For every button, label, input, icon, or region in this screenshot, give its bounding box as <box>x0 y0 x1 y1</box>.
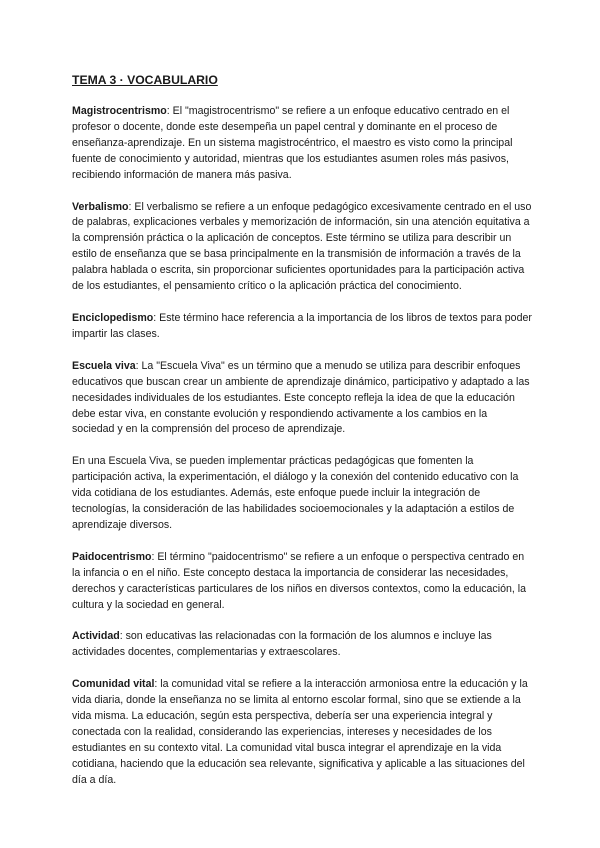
entry-verbalismo <box>72 200 532 295</box>
entry-actividad <box>72 629 532 661</box>
entry-text: : Este término hace referencia a la importancia de los libros de textos para poder impartir las clases. <box>72 311 532 340</box>
entry-term: Enciclopedismo <box>72 311 154 324</box>
entry-term: Paidocentrismo <box>72 550 152 563</box>
entry-paidocentrismo <box>72 550 532 614</box>
entry-term: Escuela viva <box>72 359 136 372</box>
entry-term: Actividad <box>72 630 120 643</box>
entry-term: Magistrocentrismo <box>72 105 167 117</box>
entry-text: : la comunidad vital se refiere a la interacción armoniosa entre la educación y la vida diaria, donde la enseñanza no se limita al entorno escolar formal, sino que se extiende a la vida misma. La educación, según esta perspectiva, debería ser una experiencia integral y conectada con la realidad, considerando las experiencias, intereses y necesidades de los estudiantes en su contexto vital. La comunidad vital busca integrar el aprendizaje en la vida cotidiana, haciendo que la educación sea relevante, significativa y aplicable a las situaciones del día a día. <box>72 678 528 786</box>
entry-term: Comunidad vital <box>72 678 155 691</box>
document-title: TEMA 3 · VOCABULARIO <box>72 73 218 87</box>
entry-magistrocentrismo <box>72 104 532 184</box>
entry-text: : El "magistrocentrismo" se refiere a un enfoque educativo centrado en el profesor o docente, donde este desempeña un papel central y dominante en el proceso de enseñanza-aprendizaje. En un sistema magistrocéntrico, el maestro es visto como la principal fuente de conocimiento y autoridad, mientras que los estudiantes asumen roles más pasivos, recibiendo información de manera más pasiva. <box>72 105 513 181</box>
entry-enciclopedismo <box>72 311 532 343</box>
entry-text: : El verbalismo se refiere a un enfoque pedagógico excesivamente centrado en el uso de palabras, explicaciones verbales y memorización de información, sin una atención equitativa a la comprensión práctica o la aplicación de conceptos. Este término se utiliza para describir un estilo de enseñanza que se basa principalmente en la transmisión de información a través de la palabra hablada o escrita, sin proporcionar suficientes oportunidades para la participación activa de los estudiantes, el pensamiento crítico o la aplicación práctica del conocimiento. <box>72 200 532 293</box>
document-page <box>72 72 532 789</box>
entry-text: : El término "paidocentrismo" se refiere a un enfoque o perspectiva centrado en la infancia o en el niño. Este concepto destaca la importancia de considerar las necesidades, derechos y características particulares de los niños en diversos contextos, como la educación, la cultura y la sociedad en general. <box>72 550 526 611</box>
entry-text: En una Escuela Viva, se pueden implementar prácticas pedagógicas que fomenten la participación activa, la experimentación, el diálogo y la conexión del contenido educativo con la vida cotidiana de los estudiantes. Además, este enfoque puede incluir la integración de tecnologías, la consideración de las habilidades socioemocionales y la adaptación a estilos de aprendizaje diversos. <box>72 455 519 531</box>
entry-escuela-viva <box>72 359 532 439</box>
entry-comunidad-vital <box>72 677 532 788</box>
entry-text: : son educativas las relacionadas con la formación de los alumnos e incluye las actividades docentes, complementarias y extraescolares. <box>72 630 492 659</box>
entry-escuela-viva-continued <box>72 454 532 534</box>
entry-text: : La "Escuela Viva" es un término que a menudo se utiliza para describir enfoques educativos que buscan crear un ambiente de aprendizaje dinámico, participativo y adaptado a las necesidades individuales de los estudiantes. Este concepto refleja la idea de que la educación debe estar viva, en constante evolución y respondiendo activamente a los cambios en la sociedad y en la comprensión del proceso de aprendizaje. <box>72 359 530 436</box>
entry-term: Verbalismo <box>72 200 129 213</box>
